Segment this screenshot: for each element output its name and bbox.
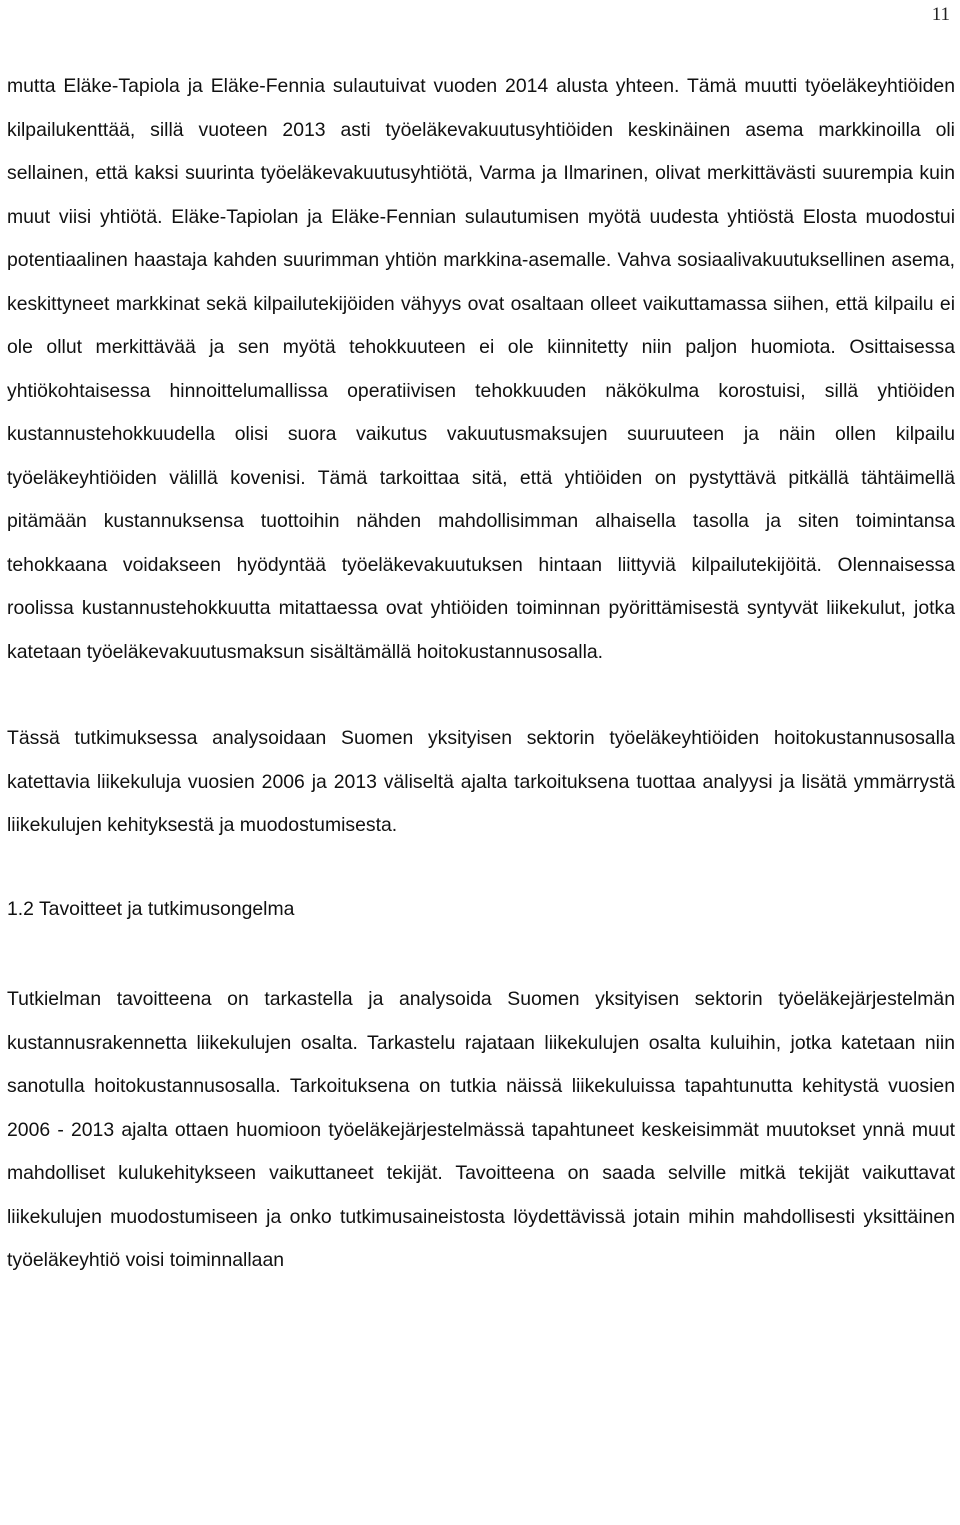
- page-number: 11: [931, 4, 950, 25]
- body-paragraph: Tutkielman tavoitteena on tarkastella ja analysoida Suomen yksityisen sektorin työeläkejärjestelmän kustannusrakennetta liikekulujen osalta. Tarkastelu rajataan liikekulujen osalta kuluihin, jotka katetaan niin sanotulla hoitokustannusosalla. Tarkoituksena on tutkia näissä liikekuluissa tapahtunutta kehitystä vuosien 2006 - 2013 ajalta ottaen huomioon työeläkejärjestelmässä tapahtuneet keskeisimmät muutokset ynnä muut mahdolliset kulukehitykseen vaikuttaneet tekijät. Tavoitteena on saada selville mitkä tekijät vaikuttavat liikekulujen muodostumiseen ja onko tutkimusaineistosta löydettävissä jotain mihin mahdollisesti yksittäinen työeläkeyhtiö voisi toiminnallaan: [7, 988, 955, 1271]
- section-heading: 1.2 Tavoitteet ja tutkimusongelma: [7, 897, 295, 920]
- body-paragraph: mutta Eläke-Tapiola ja Eläke-Fennia sulautuivat vuoden 2014 alusta yhteen. Tämä muutti työeläkeyhtiöiden kilpailukenttää, sillä vuoteen 2013 asti työeläkevakuutusyhtiöiden keskinäinen asema markkinoilla oli sellainen, että kaksi suurinta työeläkevakuutusyhtiötä, Varma ja Ilmarinen, olivat merkittävästi suurempia kuin muut viisi yhtiötä. Eläke-Tapiolan ja Eläke-Fennian sulautumisen myötä uudesta yhtiöstä Elosta muodostui potentiaalinen haastaja kahden suurimman yhtiön markkina-asemalle. Vahva sosiaalivakuutuksellinen asema, keskittyneet markkinat sekä kilpailutekijöiden vähyys ovat osaltaan olleet vaikuttamassa siihen, että kilpailu ei ole ollut merkittävää ja sen myötä tehokkuuteen ei ole kiinnitetty niin paljon huomiota. Osittaisessa yhtiökohtaisessa hinnoittelumallissa operatiivisen tehokkuuden näkökulma korostuisi, sillä yhtiöiden kustannustehokkuudella olisi suora vaikutus vakuutusmaksujen suuruuteen ja näin ollen kilpailu työeläkeyhtiöiden välillä kovenisi. Tämä tarkoittaa sitä, että yhtiöiden on pystyttävä pitkällä tähtäimellä pitämään kustannuksensa tuottoihin nähden mahdollisimman alhaisella tasolla ja siten toimintansa tehokkaana voidakseen hyödyntää työeläkevakuutuksen hintaan liittyviä kilpailutekijöitä. Olennaisessa roolissa kustannustehokkuutta mitattaessa ovat yhtiöiden toiminnan pyörittämisestä syntyvät liikekulut, jotka katetaan työeläkevakuutusmaksun sisältämällä hoitokustannusosalla.: [7, 75, 955, 663]
- body-paragraph: Tässä tutkimuksessa analysoidaan Suomen yksityisen sektorin työeläkeyhtiöiden hoitokustannusosalla katettavia liikekuluja vuosien 2006 ja 2013 väliseltä ajalta tarkoituksena tuottaa analyysi ja lisätä ymmärrystä liikekulujen kehityksestä ja muodostumisesta.: [7, 727, 955, 836]
- document-body: [7, 65, 955, 1283]
